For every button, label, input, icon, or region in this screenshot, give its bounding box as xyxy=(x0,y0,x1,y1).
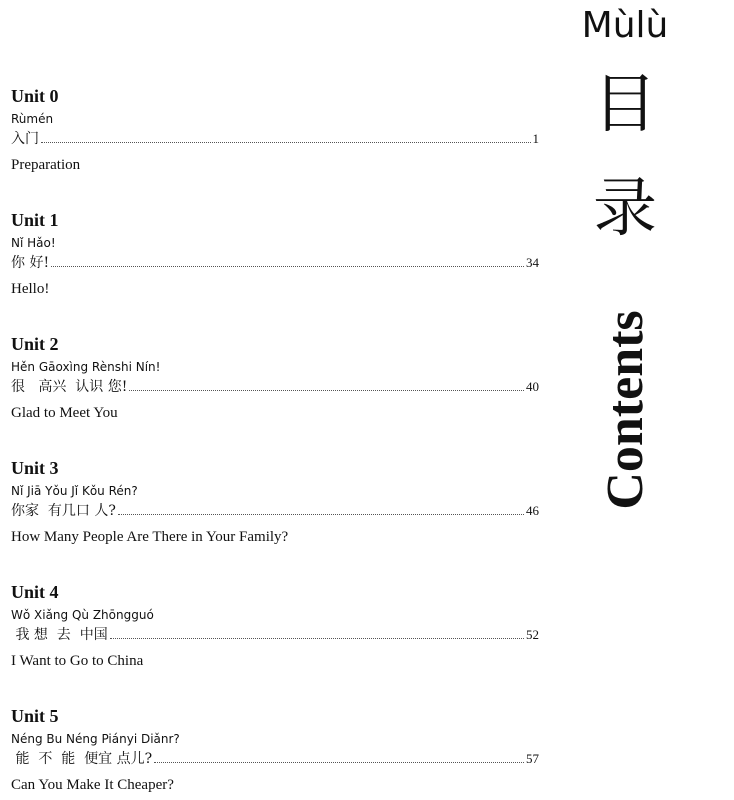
chinese-heading-char-1: 目 xyxy=(593,68,657,142)
dot-leader xyxy=(129,390,524,391)
unit-pinyin: Rùmén xyxy=(11,112,54,126)
dot-leader xyxy=(154,762,524,763)
unit-pinyin: Néng Bu Néng Piányi Diǎnr? xyxy=(11,732,180,746)
page-number: 34 xyxy=(526,255,539,270)
page-number: 1 xyxy=(532,131,539,146)
unit-title: Unit 4 xyxy=(11,582,59,602)
unit-chinese-row xyxy=(11,502,539,520)
unit-title: Unit 1 xyxy=(11,210,59,230)
unit-title: Unit 0 xyxy=(11,86,59,106)
unit-chinese-row xyxy=(11,254,539,272)
unit-chinese: 你家 有几口 人? xyxy=(11,503,116,519)
unit-english-title: Can You Make It Cheaper? xyxy=(11,777,174,793)
unit-title: Unit 5 xyxy=(11,706,59,726)
dot-leader xyxy=(110,638,524,639)
unit-chinese-row xyxy=(11,750,539,768)
unit-chinese: 能 不 能 便宜 点儿? xyxy=(11,751,153,767)
unit-english-title: How Many People Are There in Your Family? xyxy=(11,529,289,545)
unit-chinese: 你 好! xyxy=(11,255,50,271)
unit-chinese-row xyxy=(11,378,539,396)
contents-side-heading xyxy=(565,0,685,560)
contents-heading-wrap xyxy=(598,290,654,530)
dot-leader xyxy=(41,142,531,143)
unit-pinyin: Wǒ Xiǎng Qù Zhōngguó xyxy=(11,608,154,622)
unit-english-title: Preparation xyxy=(11,157,81,173)
dot-leader xyxy=(51,266,524,267)
unit-chinese: 很 高兴 认识 您! xyxy=(11,379,128,395)
unit-title: Unit 2 xyxy=(11,334,59,354)
pinyin-heading: Mùlù xyxy=(581,5,669,46)
unit-pinyin: Nǐ Hǎo! xyxy=(11,236,56,250)
page-number: 40 xyxy=(526,379,539,394)
unit-english-title: Glad to Meet You xyxy=(11,405,118,421)
unit-english-title: I Want to Go to China xyxy=(11,653,144,669)
page-number: 46 xyxy=(526,503,539,518)
page-number: 52 xyxy=(526,627,539,642)
contents-heading: Contents xyxy=(597,310,654,510)
unit-pinyin: Hěn Gāoxìng Rènshi Nín! xyxy=(11,360,161,374)
unit-pinyin: Nǐ Jiā Yǒu Jǐ Kǒu Rén? xyxy=(11,484,138,498)
dot-leader xyxy=(118,514,524,515)
unit-title: Unit 3 xyxy=(11,458,59,478)
page-number: 57 xyxy=(526,751,539,766)
chinese-heading-char-2: 录 xyxy=(593,172,657,246)
unit-english-title: Hello! xyxy=(11,281,50,297)
unit-chinese-row xyxy=(11,130,539,148)
unit-chinese-row xyxy=(11,626,539,644)
unit-chinese: 入门 xyxy=(11,131,39,147)
unit-chinese: 我 想 去 中国 xyxy=(11,627,108,643)
